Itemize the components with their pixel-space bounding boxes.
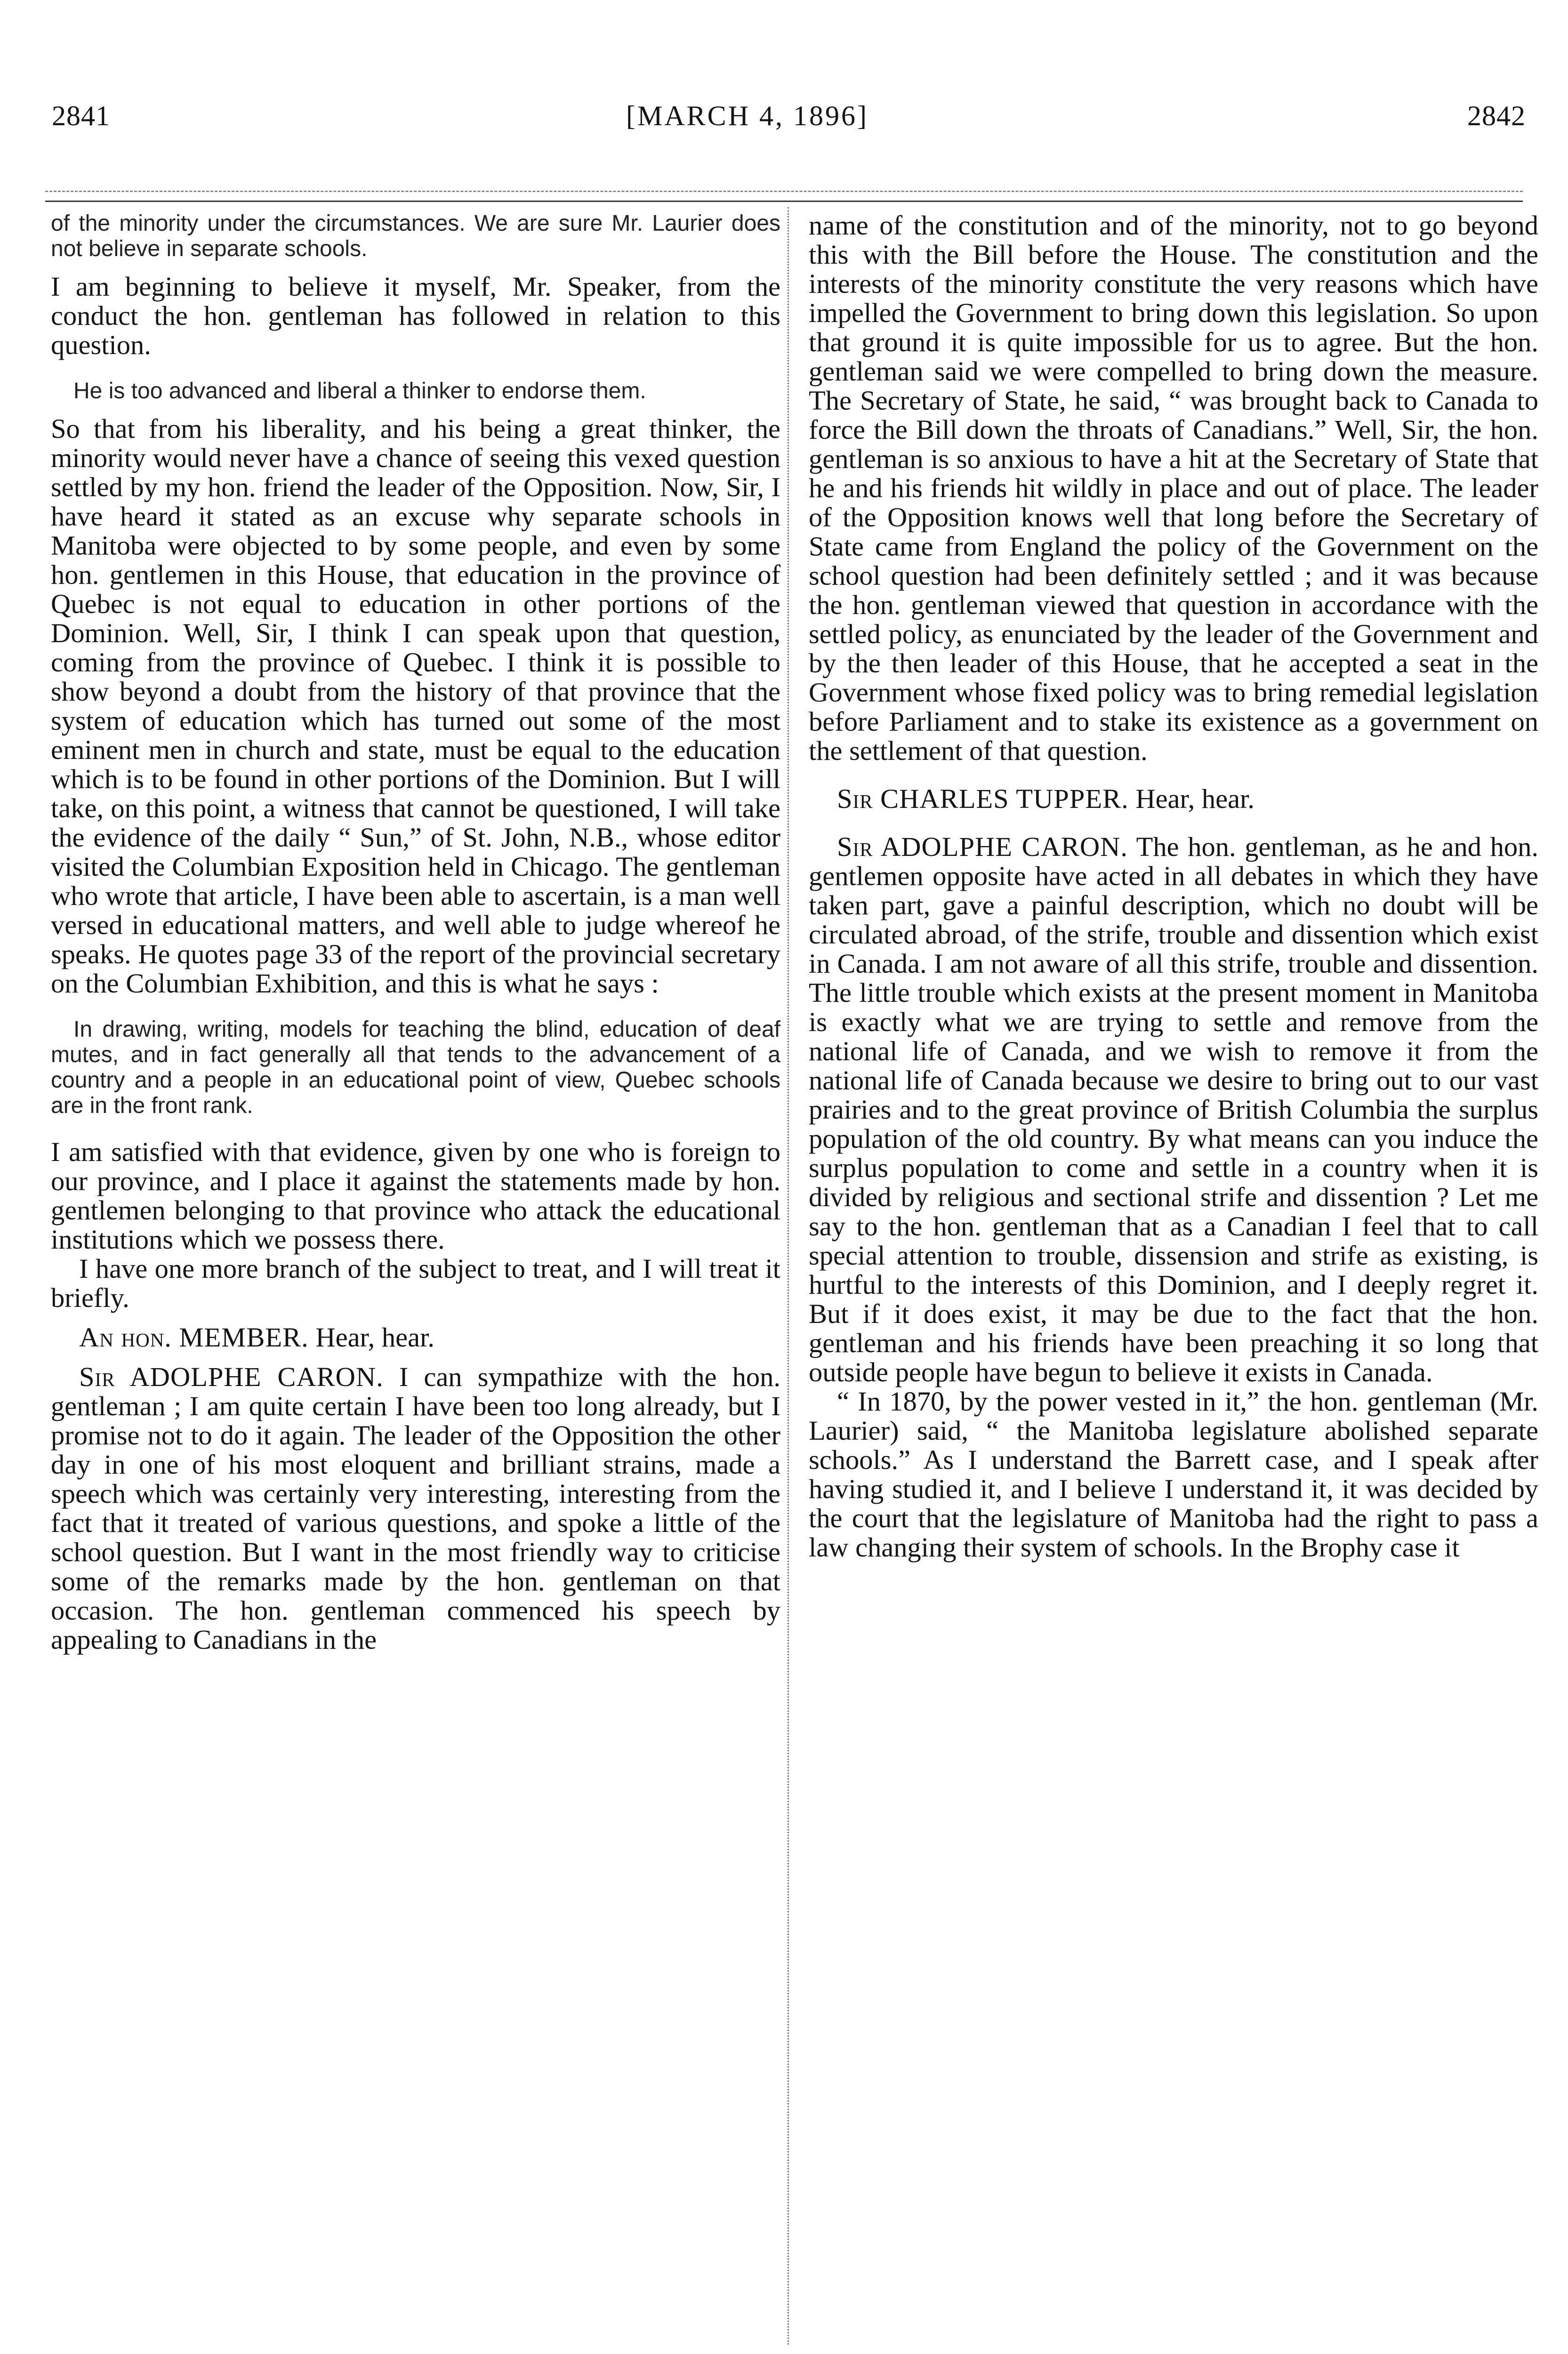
paragraph: So that from his liberality, and his being a great thinker, the minority would never have a chance of seeing this vexed question settled by my hon. friend the leader of the Opposition. Now, Sir, I have heard it stated as an excuse why separate schools in Manitoba were objected to by some people, and even by some hon. gentlemen in this House, that education in the province of Quebec is not equal to education in other portions of the Dominion. Well, Sir, I think I can speak upon that question, coming from the province of Quebec. I think it is possible to show beyond a doubt from the history of that province that the system of education which has turned out some of the most eminent men in church and state, must be equal to the education which is to be found in other portions of the Dominion. But I will take, on this point, a witness that cannot be questioned, I will take the evidence of the daily “ Sun,” of St. John, N.B., whose editor visited the Columbian Exposition held in Chicago. The gentleman who wrote that article, I have been able to ascertain, is a man well versed in educational matters, and well able to judge whereof he speaks. He quotes page 33 of the report of the provincial secretary on the Columbian Exhibition, and this is what he says : <box>51 413 780 999</box>
speech-paragraph <box>809 784 1538 814</box>
header-rule-dashed <box>45 191 1523 193</box>
paragraph: name of the constitution and of the minority, not to go beyond this with the Bill before the House. The constitution and the interests of the minority constitute the very reasons which have impelled the Government to bring down this legislation. So upon that ground it is quite impossible for us to agree. But the hon. gentleman said we were compelled to bring down the measure. The Secretary of State, he said, “ was brought back to Canada to force the Bill down the throats of Canadians.” Well, Sir, the hon. gentleman is so anxious to have a hit at the Secretary of State that he and his friends hit wildly in place and out of place. The leader of the Opposition knows well that long before the Secretary of State came from England the policy of the Government on the school question had been definitely settled ; and it was because the hon. gentleman viewed that question in accordance with the settled policy, as enunciated by the leader of the Government and by the then leader of this House, that he accepted a seat in the Government whose fixed policy was to bring remedial legislation before Parliament and to stake its existence as a government on the settlement of that question. <box>809 211 1538 766</box>
page-date: [MARCH 4, 1896] <box>626 100 869 131</box>
speech-text: Hear, hear. <box>308 1322 434 1353</box>
speech-text: I can sympathize with the hon. gentleman ; I am quite certain I have been too long already, but I promise not to do it again. The leader of the Opposition the other day in one of his most eloquent and brilliant strains, made a speech which was certainly very interesting, interesting from the fact that it treated of various questions, and spoke a little of the school question. But I want in the most friendly way to criticise some of the remarks made by the hon. gentleman on that occasion. The hon. gentleman commenced his speech by appealing to Canadians in the <box>51 1362 780 1655</box>
page-header <box>0 89 1568 155</box>
speaker-name: Sir ADOLPHE CARON. <box>79 1362 384 1392</box>
speech-text: Hear, hear. <box>1128 783 1254 814</box>
paragraph: “ In 1870, by the power vested in it,” the hon. gentleman (Mr. Laurier) said, “ the Manitoba legislature abolished separate schools.” As I understand the Barrett case, and I speak after having studied it, and I believe I understand it, it was decided by the court that the legislature of Manitoba had the right to pass a law changing their system of schools. In the Brophy case it <box>809 1386 1538 1563</box>
speaker-name: Sir CHARLES TUPPER. <box>837 783 1129 814</box>
header-rule-solid <box>45 201 1523 202</box>
quoted-passage: In drawing, writing, models for teaching the blind, education of deaf mutes, and in fact generally all that tends to the advancement of a country and a people in an educational point of view, Quebec schools are in the front rank. <box>51 1017 780 1118</box>
paragraph: I am beginning to believe it myself, Mr. Speaker, from the conduct the hon. gentleman has followed in relation to this question. <box>51 271 780 360</box>
left-page-number: 2841 <box>52 100 110 131</box>
right-column <box>809 211 1538 2354</box>
right-page-number: 2842 <box>1467 100 1526 131</box>
speaker-name: Sir ADOLPHE CARON. <box>837 831 1128 862</box>
column-divider <box>788 207 789 2345</box>
speech-paragraph <box>51 1323 780 1352</box>
quoted-passage: of the minority under the circumstances. We are sure Mr. Laurier does not believe in separate schools. <box>51 211 780 261</box>
speaker-name: An hon. MEMBER. <box>79 1322 309 1353</box>
paragraph: I am satisfied with that evidence, given by one who is foreign to our province, and I place it against the statements made by hon. gentlemen belonging to that province who attack the educational institutions which we possess there. <box>51 1137 780 1255</box>
paragraph: I have one more branch of the subject to treat, and I will treat it briefly. <box>51 1253 780 1313</box>
speech-text: The hon. gentleman, as he and hon. gentlemen opposite have acted in all debates in which they have taken part, gave a painful description, which no doubt will be circulated abroad, of the strife, trouble and dissention which exist in Canada. I am not aware of all this strife, trouble and dissention. The little trouble which exists at the present moment in Manitoba is exactly what we are trying to settle and remove from the national life of Canada, and we wish to remove it from the national life of Canada because we desire to bring out to our vast prairies and to the great province of British Columbia the surplus population of the old country. By what means can you induce the surplus population to come and settle in a country when it is divided by religious and sectional strife and dissention ? Let me say to the hon. gentleman that as a Canadian I feel that to call special attention to trouble, dissension and strife as existing, is hurtful to the interests of this Dominion, and I deeply regret it. But if it does exist, it may be due to the fact that the hon. gentleman and his friends have been preaching it so long that outside people have begun to believe it exists in Canada. <box>809 831 1538 1387</box>
left-column <box>51 211 780 2354</box>
speech-paragraph <box>809 832 1538 1387</box>
quoted-passage: He is too advanced and liberal a thinker to endorse them. <box>73 379 646 403</box>
speech-paragraph <box>51 1362 780 1654</box>
